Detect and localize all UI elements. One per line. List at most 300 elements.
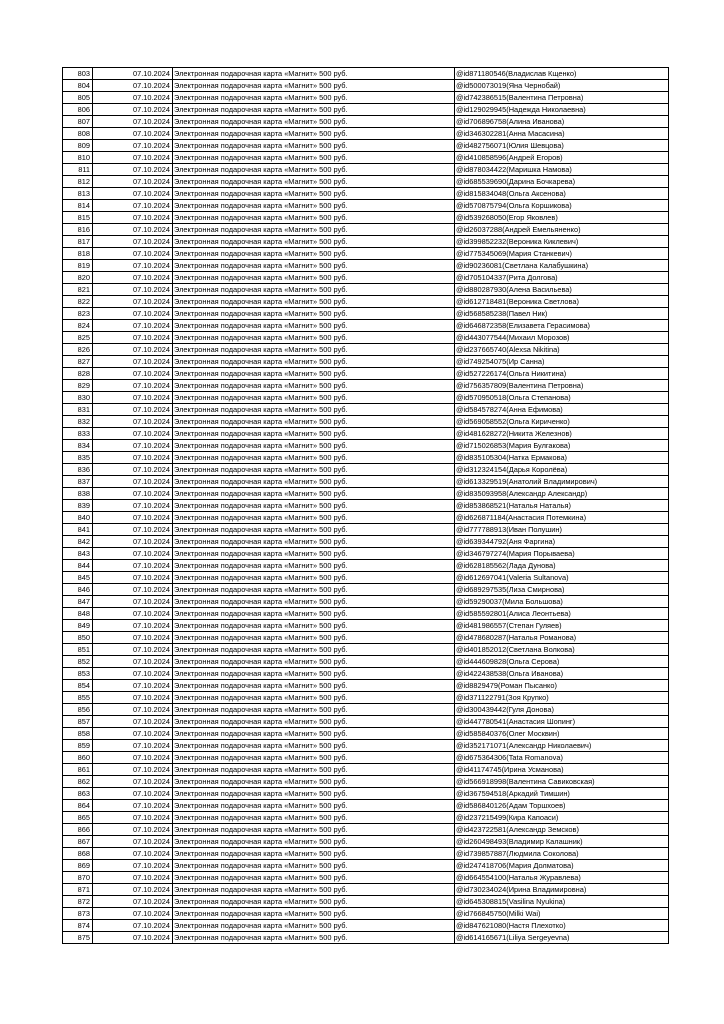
row-winner: @id129029945(Надежда Николаевна) (455, 104, 669, 116)
table-row (63, 644, 669, 656)
row-number: 840 (63, 512, 93, 524)
row-number: 810 (63, 152, 93, 164)
row-winner: @id835105304(Натка Ермакова) (455, 452, 669, 464)
table-row (63, 764, 669, 776)
row-prize: Электронная подарочная карта «Магнит» 500 руб. (173, 824, 455, 836)
row-date: 07.10.2024 (93, 548, 173, 560)
table-row (63, 908, 669, 920)
table-row (63, 548, 669, 560)
winners-sheet (62, 67, 669, 944)
table-row (63, 488, 669, 500)
row-date: 07.10.2024 (93, 632, 173, 644)
row-date: 07.10.2024 (93, 908, 173, 920)
row-winner: @id815834048(Ольга Аксенова) (455, 188, 669, 200)
row-prize: Электронная подарочная карта «Магнит» 500 руб. (173, 332, 455, 344)
row-winner: @id26037288(Андрей Емельяненко) (455, 224, 669, 236)
table-row (63, 296, 669, 308)
row-date: 07.10.2024 (93, 620, 173, 632)
row-number: 823 (63, 308, 93, 320)
row-number: 848 (63, 608, 93, 620)
table-row (63, 248, 669, 260)
row-prize: Электронная подарочная карта «Магнит» 500 руб. (173, 80, 455, 92)
row-winner: @id880287930(Алена Васильева) (455, 284, 669, 296)
row-date: 07.10.2024 (93, 512, 173, 524)
table-row (63, 932, 669, 944)
row-number: 849 (63, 620, 93, 632)
row-number: 825 (63, 332, 93, 344)
row-date: 07.10.2024 (93, 104, 173, 116)
row-winner: @id705104337(Рита Долгова) (455, 272, 669, 284)
table-row (63, 692, 669, 704)
row-date: 07.10.2024 (93, 440, 173, 452)
row-prize: Электронная подарочная карта «Магнит» 500 руб. (173, 356, 455, 368)
row-winner: @id645308815(Vasilina Nyukina) (455, 896, 669, 908)
row-prize: Электронная подарочная карта «Магнит» 500 руб. (173, 296, 455, 308)
row-number: 875 (63, 932, 93, 944)
row-number: 835 (63, 452, 93, 464)
table-row (63, 416, 669, 428)
row-prize: Электронная подарочная карта «Магнит» 500 руб. (173, 524, 455, 536)
row-number: 814 (63, 200, 93, 212)
row-date: 07.10.2024 (93, 560, 173, 572)
table-row (63, 824, 669, 836)
row-date: 07.10.2024 (93, 800, 173, 812)
row-prize: Электронная подарочная карта «Магнит» 500 руб. (173, 848, 455, 860)
row-number: 864 (63, 800, 93, 812)
row-prize: Электронная подарочная карта «Магнит» 500 руб. (173, 908, 455, 920)
row-prize: Электронная подарочная карта «Магнит» 500 руб. (173, 608, 455, 620)
table-row (63, 608, 669, 620)
row-number: 850 (63, 632, 93, 644)
row-date: 07.10.2024 (93, 344, 173, 356)
row-number: 826 (63, 344, 93, 356)
row-prize: Электронная подарочная карта «Магнит» 500 руб. (173, 452, 455, 464)
table-row (63, 512, 669, 524)
row-winner: @id766845750(Milki Wai) (455, 908, 669, 920)
row-prize: Электронная подарочная карта «Магнит» 500 руб. (173, 212, 455, 224)
row-number: 873 (63, 908, 93, 920)
row-winner: @id585840376(Олег Москвин) (455, 728, 669, 740)
table-row (63, 164, 669, 176)
row-winner: @id566918998(Валентина Савиковская) (455, 776, 669, 788)
row-number: 845 (63, 572, 93, 584)
row-date: 07.10.2024 (93, 236, 173, 248)
row-winner: @id586840126(Адам Торшхоев) (455, 800, 669, 812)
table-row (63, 872, 669, 884)
row-date: 07.10.2024 (93, 476, 173, 488)
table-row (63, 272, 669, 284)
table-row (63, 428, 669, 440)
row-date: 07.10.2024 (93, 92, 173, 104)
row-date: 07.10.2024 (93, 368, 173, 380)
row-prize: Электронная подарочная карта «Магнит» 500 руб. (173, 932, 455, 944)
row-date: 07.10.2024 (93, 356, 173, 368)
row-number: 822 (63, 296, 93, 308)
row-date: 07.10.2024 (93, 836, 173, 848)
row-date: 07.10.2024 (93, 68, 173, 80)
row-winner: @id689297535(Лиза Смирнова) (455, 584, 669, 596)
table-row (63, 452, 669, 464)
row-winner: @id585592801(Алиса Леонтьева) (455, 608, 669, 620)
row-number: 858 (63, 728, 93, 740)
row-prize: Электронная подарочная карта «Магнит» 500 руб. (173, 620, 455, 632)
row-number: 830 (63, 392, 93, 404)
row-prize: Электронная подарочная карта «Магнит» 500 руб. (173, 788, 455, 800)
row-date: 07.10.2024 (93, 272, 173, 284)
row-winner: @id706896758(Алина Иванова) (455, 116, 669, 128)
row-number: 860 (63, 752, 93, 764)
row-date: 07.10.2024 (93, 80, 173, 92)
row-number: 851 (63, 644, 93, 656)
row-prize: Электронная подарочная карта «Магнит» 500 руб. (173, 68, 455, 80)
row-date: 07.10.2024 (93, 464, 173, 476)
row-date: 07.10.2024 (93, 488, 173, 500)
row-prize: Электронная подарочная карта «Магнит» 500 руб. (173, 560, 455, 572)
row-number: 839 (63, 500, 93, 512)
row-winner: @id871180546(Владислав Кщенко) (455, 68, 669, 80)
row-winner: @id614165671(Liliya Sergeyevna) (455, 932, 669, 944)
table-row (63, 188, 669, 200)
row-number: 861 (63, 764, 93, 776)
row-prize: Электронная подарочная карта «Магнит» 500 руб. (173, 752, 455, 764)
row-prize: Электронная подарочная карта «Магнит» 500 руб. (173, 716, 455, 728)
row-winner: @id568585238(Павел Ник) (455, 308, 669, 320)
row-number: 820 (63, 272, 93, 284)
table-row (63, 836, 669, 848)
row-winner: @id730234024(Ирина Владимировна) (455, 884, 669, 896)
row-date: 07.10.2024 (93, 608, 173, 620)
row-date: 07.10.2024 (93, 668, 173, 680)
table-row (63, 224, 669, 236)
row-date: 07.10.2024 (93, 932, 173, 944)
row-date: 07.10.2024 (93, 128, 173, 140)
row-number: 828 (63, 368, 93, 380)
row-number: 870 (63, 872, 93, 884)
row-number: 829 (63, 380, 93, 392)
row-date: 07.10.2024 (93, 212, 173, 224)
table-row (63, 80, 669, 92)
row-prize: Электронная подарочная карта «Магнит» 500 руб. (173, 368, 455, 380)
row-number: 804 (63, 80, 93, 92)
row-date: 07.10.2024 (93, 572, 173, 584)
row-winner: @id237665740(Alexsa Nikitina) (455, 344, 669, 356)
row-date: 07.10.2024 (93, 404, 173, 416)
row-date: 07.10.2024 (93, 824, 173, 836)
table-row (63, 392, 669, 404)
table-row (63, 92, 669, 104)
row-number: 836 (63, 464, 93, 476)
row-number: 868 (63, 848, 93, 860)
row-date: 07.10.2024 (93, 392, 173, 404)
row-number: 869 (63, 860, 93, 872)
row-date: 07.10.2024 (93, 116, 173, 128)
row-date: 07.10.2024 (93, 380, 173, 392)
row-winner: @id410858596(Андрей Егоров) (455, 152, 669, 164)
row-number: 862 (63, 776, 93, 788)
row-prize: Электронная подарочная карта «Магнит» 500 руб. (173, 536, 455, 548)
table-row (63, 716, 669, 728)
row-date: 07.10.2024 (93, 188, 173, 200)
row-number: 816 (63, 224, 93, 236)
table-row (63, 344, 669, 356)
row-date: 07.10.2024 (93, 152, 173, 164)
table-row (63, 812, 669, 824)
table-row (63, 680, 669, 692)
row-winner: @id481986557(Степан Гуляев) (455, 620, 669, 632)
row-number: 838 (63, 488, 93, 500)
row-date: 07.10.2024 (93, 728, 173, 740)
row-prize: Электронная подарочная карта «Магнит» 500 руб. (173, 404, 455, 416)
row-date: 07.10.2024 (93, 296, 173, 308)
row-number: 852 (63, 656, 93, 668)
table-row (63, 776, 669, 788)
row-winner: @id423722581(Александр Земсков) (455, 824, 669, 836)
table-row (63, 524, 669, 536)
row-prize: Электронная подарочная карта «Магнит» 500 руб. (173, 104, 455, 116)
table-row (63, 860, 669, 872)
table-row (63, 620, 669, 632)
table-row (63, 284, 669, 296)
row-number: 846 (63, 584, 93, 596)
row-winner: @id569058552(Ольга Кириченко) (455, 416, 669, 428)
row-number: 813 (63, 188, 93, 200)
row-date: 07.10.2024 (93, 644, 173, 656)
row-winner: @id612718481(Вероника Светлова) (455, 296, 669, 308)
row-prize: Электронная подарочная карта «Магнит» 500 руб. (173, 392, 455, 404)
row-prize: Электронная подарочная карта «Магнит» 500 руб. (173, 812, 455, 824)
row-winner: @id853868521(Наталья Наталья) (455, 500, 669, 512)
table-row (63, 596, 669, 608)
table-row (63, 752, 669, 764)
row-prize: Электронная подарочная карта «Магнит» 500 руб. (173, 644, 455, 656)
table-row (63, 572, 669, 584)
row-number: 842 (63, 536, 93, 548)
table-row (63, 332, 669, 344)
table-row (63, 896, 669, 908)
row-prize: Электронная подарочная карта «Магнит» 500 руб. (173, 884, 455, 896)
row-winner: @id300439442(Гуля Донова) (455, 704, 669, 716)
row-prize: Электронная подарочная карта «Магнит» 500 руб. (173, 836, 455, 848)
row-number: 856 (63, 704, 93, 716)
row-prize: Электронная подарочная карта «Магнит» 500 руб. (173, 272, 455, 284)
row-number: 808 (63, 128, 93, 140)
row-winner: @id443077544(Михаил Морозов) (455, 332, 669, 344)
row-winner: @id371122791(Зоя Крупко) (455, 692, 669, 704)
table-row (63, 236, 669, 248)
row-prize: Электронная подарочная карта «Магнит» 500 руб. (173, 500, 455, 512)
row-date: 07.10.2024 (93, 692, 173, 704)
row-number: 863 (63, 788, 93, 800)
table-row (63, 920, 669, 932)
table-row (63, 740, 669, 752)
row-prize: Электронная подарочная карта «Магнит» 500 руб. (173, 920, 455, 932)
row-winner: @id422438538(Ольга Иванова) (455, 668, 669, 680)
row-prize: Электронная подарочная карта «Магнит» 500 руб. (173, 320, 455, 332)
row-prize: Электронная подарочная карта «Магнит» 500 руб. (173, 224, 455, 236)
row-prize: Электронная подарочная карта «Магнит» 500 руб. (173, 764, 455, 776)
row-winner: @id613329519(Анатолий Владимирович) (455, 476, 669, 488)
table-row (63, 728, 669, 740)
row-prize: Электронная подарочная карта «Магнит» 500 руб. (173, 200, 455, 212)
row-winner: @id742386515(Валентина Петровна) (455, 92, 669, 104)
row-prize: Электронная подарочная карта «Магнит» 500 руб. (173, 128, 455, 140)
row-date: 07.10.2024 (93, 920, 173, 932)
row-date: 07.10.2024 (93, 704, 173, 716)
row-winner: @id59290037(Мила Большова) (455, 596, 669, 608)
row-number: 847 (63, 596, 93, 608)
row-prize: Электронная подарочная карта «Магнит» 500 руб. (173, 704, 455, 716)
row-prize: Электронная подарочная карта «Магнит» 500 руб. (173, 776, 455, 788)
table-row (63, 800, 669, 812)
row-number: 833 (63, 428, 93, 440)
row-date: 07.10.2024 (93, 764, 173, 776)
table-body (63, 68, 669, 944)
row-winner: @id739857887(Людмила Соколова) (455, 848, 669, 860)
row-date: 07.10.2024 (93, 200, 173, 212)
row-winner: @id500073019(Яна Чернобай) (455, 80, 669, 92)
table-row (63, 104, 669, 116)
row-date: 07.10.2024 (93, 260, 173, 272)
row-prize: Электронная подарочная карта «Магнит» 500 руб. (173, 92, 455, 104)
row-prize: Электронная подарочная карта «Магнит» 500 руб. (173, 548, 455, 560)
row-number: 815 (63, 212, 93, 224)
row-winner: @id346302281(Анна Масасина) (455, 128, 669, 140)
row-prize: Электронная подарочная карта «Магнит» 500 руб. (173, 728, 455, 740)
table-row (63, 308, 669, 320)
row-date: 07.10.2024 (93, 872, 173, 884)
row-prize: Электронная подарочная карта «Магнит» 500 руб. (173, 116, 455, 128)
row-winner: @id352171071(Александр Николаевич) (455, 740, 669, 752)
row-winner: @id237215499(Кира Капоаси) (455, 812, 669, 824)
row-winner: @id312324154(Дарья Королёва) (455, 464, 669, 476)
row-prize: Электронная подарочная карта «Магнит» 500 руб. (173, 572, 455, 584)
row-winner: @id847621080(Настя Плехотко) (455, 920, 669, 932)
row-number: 811 (63, 164, 93, 176)
row-winner: @id685539690(Дарина Бочкарева) (455, 176, 669, 188)
row-number: 843 (63, 548, 93, 560)
row-date: 07.10.2024 (93, 680, 173, 692)
row-number: 854 (63, 680, 93, 692)
row-prize: Электронная подарочная карта «Магнит» 500 руб. (173, 344, 455, 356)
table-row (63, 500, 669, 512)
row-date: 07.10.2024 (93, 896, 173, 908)
table-row (63, 356, 669, 368)
table-row (63, 464, 669, 476)
row-prize: Электронная подарочная карта «Магнит» 500 руб. (173, 308, 455, 320)
table-row (63, 848, 669, 860)
row-prize: Электронная подарочная карта «Магнит» 500 руб. (173, 416, 455, 428)
table-row (63, 404, 669, 416)
row-date: 07.10.2024 (93, 140, 173, 152)
row-date: 07.10.2024 (93, 656, 173, 668)
row-number: 866 (63, 824, 93, 836)
row-winner: @id584578274(Анна Ефимова) (455, 404, 669, 416)
table-row (63, 212, 669, 224)
row-number: 818 (63, 248, 93, 260)
row-winner: @id835093958(Александр Александр) (455, 488, 669, 500)
table-row (63, 380, 669, 392)
row-winner: @id715026853(Мария Булгакова) (455, 440, 669, 452)
row-date: 07.10.2024 (93, 716, 173, 728)
row-prize: Электронная подарочная карта «Магнит» 500 руб. (173, 380, 455, 392)
row-number: 806 (63, 104, 93, 116)
row-number: 871 (63, 884, 93, 896)
row-winner: @id247418706(Мария Долматова) (455, 860, 669, 872)
row-number: 831 (63, 404, 93, 416)
row-date: 07.10.2024 (93, 284, 173, 296)
row-winner: @id367594518(Аркадий Тимшин) (455, 788, 669, 800)
row-prize: Электронная подарочная карта «Магнит» 500 руб. (173, 188, 455, 200)
table-row (63, 536, 669, 548)
table-row (63, 584, 669, 596)
row-date: 07.10.2024 (93, 884, 173, 896)
row-date: 07.10.2024 (93, 164, 173, 176)
row-number: 824 (63, 320, 93, 332)
row-date: 07.10.2024 (93, 332, 173, 344)
row-winner: @id777788913(Иван Полушин) (455, 524, 669, 536)
table-row (63, 116, 669, 128)
row-prize: Электронная подарочная карта «Магнит» 500 руб. (173, 596, 455, 608)
row-winner: @id401852012(Светлана Волкова) (455, 644, 669, 656)
table-row (63, 68, 669, 80)
row-number: 872 (63, 896, 93, 908)
row-number: 857 (63, 716, 93, 728)
row-prize: Электронная подарочная карта «Магнит» 500 руб. (173, 140, 455, 152)
row-prize: Электронная подарочная карта «Магнит» 500 руб. (173, 860, 455, 872)
row-winner: @id346797274(Мария Порываева) (455, 548, 669, 560)
row-prize: Электронная подарочная карта «Магнит» 500 руб. (173, 740, 455, 752)
row-winner: @id878034422(Маришка Намова) (455, 164, 669, 176)
table-row (63, 632, 669, 644)
row-number: 803 (63, 68, 93, 80)
row-date: 07.10.2024 (93, 428, 173, 440)
row-date: 07.10.2024 (93, 524, 173, 536)
row-winner: @id756357809(Валентина Петровна) (455, 380, 669, 392)
row-date: 07.10.2024 (93, 500, 173, 512)
row-prize: Электронная подарочная карта «Магнит» 500 руб. (173, 872, 455, 884)
row-winner: @id478680287(Наталья Романова) (455, 632, 669, 644)
row-winner: @id8829479(Роман Пысанко) (455, 680, 669, 692)
table-row (63, 656, 669, 668)
row-number: 807 (63, 116, 93, 128)
row-winner: @id527226174(Ольга Никитина) (455, 368, 669, 380)
row-number: 819 (63, 260, 93, 272)
row-winner: @id399852232(Вероника Киклевич) (455, 236, 669, 248)
row-prize: Электронная подарочная карта «Магнит» 500 руб. (173, 896, 455, 908)
row-prize: Электронная подарочная карта «Магнит» 500 руб. (173, 428, 455, 440)
row-number: 805 (63, 92, 93, 104)
row-winner: @id664554100(Наталья Журавлева) (455, 872, 669, 884)
row-winner: @id628185562(Лада Дунова) (455, 560, 669, 572)
row-number: 867 (63, 836, 93, 848)
table-row (63, 176, 669, 188)
row-winner: @id675364306(Tata Romanova) (455, 752, 669, 764)
row-winner: @id447780541(Анастасия Шопинг) (455, 716, 669, 728)
row-prize: Электронная подарочная карта «Магнит» 500 руб. (173, 284, 455, 296)
row-prize: Электронная подарочная карта «Магнит» 500 руб. (173, 692, 455, 704)
table-row (63, 476, 669, 488)
row-winner: @id639344792(Аня Фаргина) (455, 536, 669, 548)
row-winner: @id539268050(Егор Яковлев) (455, 212, 669, 224)
table-row (63, 200, 669, 212)
row-date: 07.10.2024 (93, 848, 173, 860)
row-prize: Электронная подарочная карта «Магнит» 500 руб. (173, 176, 455, 188)
row-winner: @id626871184(Анастасия Потемкина) (455, 512, 669, 524)
table-row (63, 704, 669, 716)
row-prize: Электронная подарочная карта «Магнит» 500 руб. (173, 236, 455, 248)
row-date: 07.10.2024 (93, 536, 173, 548)
row-date: 07.10.2024 (93, 584, 173, 596)
